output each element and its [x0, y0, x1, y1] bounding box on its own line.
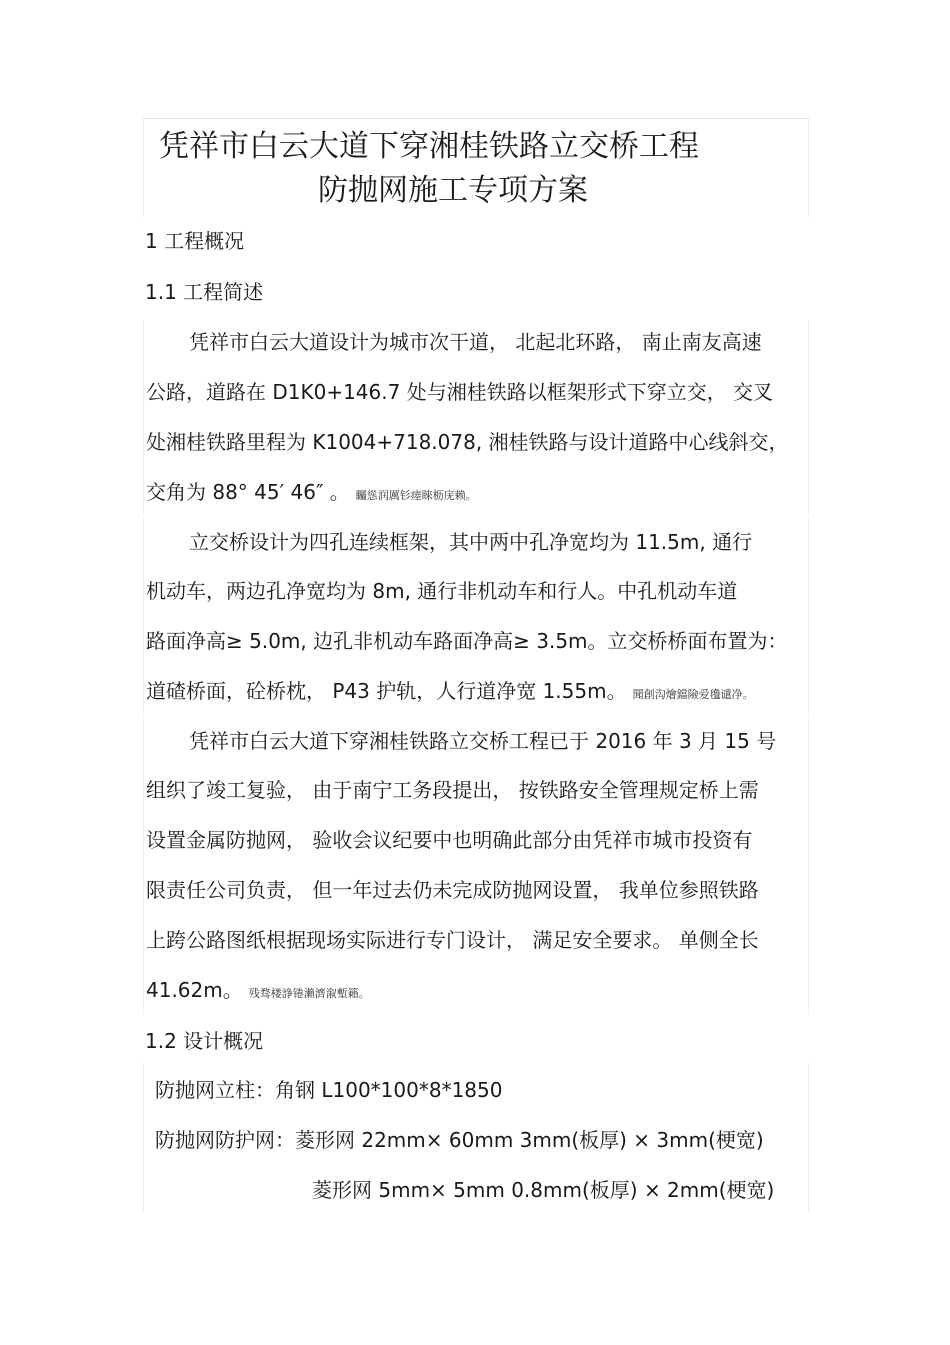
paragraph-text: 交角为 88° 45′ 46″ 。: [146, 480, 350, 504]
paragraph-text: 道碴桥面，砼桥枕， P43 护轨，人行道净宽 1.55m。: [146, 679, 627, 703]
subsection-heading-1-2: 1.2 设计概况: [145, 1029, 264, 1053]
paragraph-line: 设置金属防抛网， 验收会议纪要中也明确此部分由凭祥市城市投资有: [146, 828, 753, 852]
garbled-note: 矚慫润厲钐瘗睞枥庑赖。: [355, 489, 477, 502]
document-title: 凭祥市白云大道下穿湘桂铁路立交桥工程: [159, 129, 699, 164]
paragraph-line: 限责任公司负责， 但一年过去仍未完成防抛网设置， 我单位参照铁路: [146, 878, 759, 902]
paragraph-line: 处湘桂铁路里程为 K1004+718.078, 湘桂铁路与设计道路中心线斜交，: [146, 430, 789, 454]
paragraph-1: [143, 320, 809, 515]
paragraph-line: 组织了竣工复验， 由于南宁工务段提出， 按铁路安全管理规定桥上需: [146, 778, 759, 802]
section-heading-1: 1 工程概况: [145, 229, 245, 253]
paragraph-line: 路面净高≥ 5.0m, 边孔非机动车路面净高≥ 3.5m。立交桥桥面布置为：: [146, 629, 788, 653]
paragraph-text: 41.62m。: [146, 978, 243, 1002]
design-overview-block: [143, 1063, 809, 1213]
paragraph-line: [146, 676, 754, 710]
paragraph-2: [143, 518, 809, 713]
paragraph-line: [146, 975, 370, 1009]
paragraph-line: 上跨公路图纸根据现场实际进行专门设计， 满足安全要求。 单侧全长: [146, 928, 759, 952]
paragraph-line: 机动车，两边孔净宽均为 8m, 通行非机动车和行人。中孔机动车道: [146, 579, 738, 603]
paragraph-line: [146, 477, 477, 511]
paragraph-line: 凭祥市白云大道设计为城市次干道， 北起北环路， 南止南友高速: [189, 330, 762, 354]
document-subtitle: 防抛网施工专项方案: [318, 173, 588, 208]
garbled-note: 残骛楼諍锩瀨濟溆塹籟。: [248, 987, 370, 1000]
design-line-post: 防抛网立柱：角钢 L100*100*8*1850: [155, 1078, 503, 1102]
title-block: [143, 118, 809, 217]
paragraph-3: [143, 716, 809, 1014]
design-line-net-2: 菱形网 5mm× 5mm 0.8mm(板厚) × 2mm(梗宽): [312, 1178, 775, 1202]
paragraph-line: 立交桥设计为四孔连续框架，其中两中孔净宽均为 11.5m, 通行: [189, 530, 753, 554]
design-line-net-1: 防抛网防护网：菱形网 22mm× 60mm 3mm(板厚) × 3mm(梗宽): [155, 1128, 764, 1152]
paragraph-line: 凭祥市白云大道下穿湘桂铁路立交桥工程已于 2016 年 3 月 15 号: [189, 729, 777, 753]
paragraph-line: 公路，道路在 D1K0+146.7 处与湘桂铁路以框架形式下穿立交， 交叉: [146, 380, 774, 404]
garbled-note: 聞創沟燴鐺險爱氇谴净。: [632, 688, 754, 701]
subsection-heading-1-1: 1.1 工程简述: [145, 280, 264, 304]
